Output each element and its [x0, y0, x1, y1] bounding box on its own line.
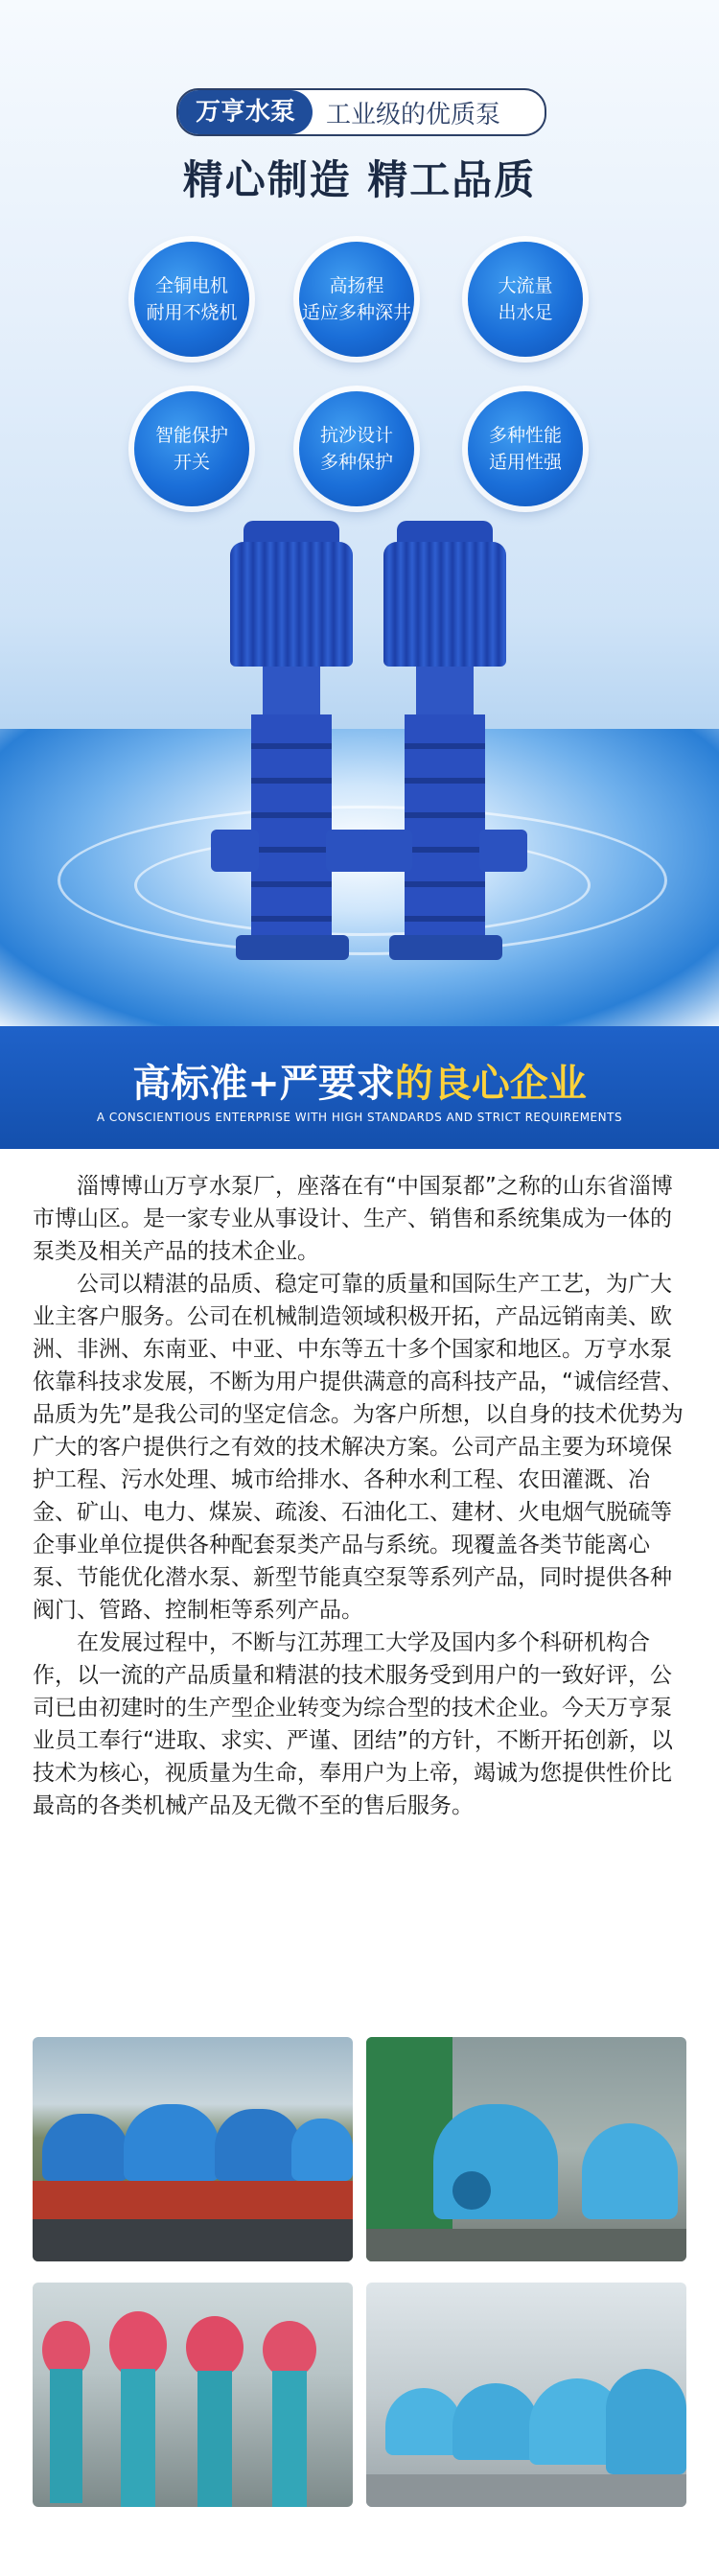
- feature-line: 多种性能: [488, 425, 562, 446]
- feature-line: 出水足: [498, 302, 553, 323]
- feature-line: 全铜电机: [154, 275, 228, 296]
- hero-section: [0, 0, 719, 1026]
- feature-badge: [299, 391, 414, 506]
- vertical-pump-image: [230, 542, 355, 964]
- brand-slogan: 工业级的优质泵: [326, 100, 501, 129]
- intro-paragraph: 在发展过程中，不断与江苏理工大学及国内多个科研机构合作，以一流的产品质量和精湛的技术服务受到用户的一致好评，公司已由初建时的生产型企业转变为综合型的技术企业。今天万亨泵业员工奉行“进取、求实、严谨、团结”的方针，不断开拓创新，以技术为核心，视质量为生命，奉用户为上帝，竭诚为您提供性价比最高的各类机械产品及无微不至的售后服务。: [33, 1630, 673, 1818]
- factory-photo-workshop: [366, 2037, 686, 2261]
- factory-photo-truck: [33, 2037, 353, 2261]
- brand-pill: [176, 88, 546, 136]
- brand-tag: 万亨水泵: [178, 90, 313, 134]
- feature-line: 大流量: [498, 275, 553, 296]
- feature-badge: [134, 391, 249, 506]
- feature-line: 适用性强: [488, 452, 562, 473]
- feature-line: 抗沙设计: [319, 425, 393, 446]
- banner-subtitle: A CONSCIENTIOUS ENTERPRISE WITH HIGH STANDARDS AND STRICT REQUIREMENTS: [96, 1111, 623, 1124]
- banner-title-white: 高标准+严要求: [132, 1062, 395, 1106]
- feature-line: 智能保护: [154, 425, 228, 446]
- factory-photo-axial-pumps: [33, 2283, 353, 2507]
- hero-headline: 精心制造 精工品质: [182, 156, 537, 203]
- banner-title-gold: 的良心企业: [394, 1062, 587, 1106]
- feature-line: 适应多种深井: [301, 302, 411, 323]
- vertical-pump-image: [383, 542, 508, 964]
- feature-line: 开关: [173, 452, 210, 473]
- intro-paragraph: 淄博博山万亨水泵厂，座落在有“中国泵都”之称的山东省淄博市博山区。是一家专业从事设计、生产、销售和系统集成为一体的泵类及相关产品的技术企业。: [33, 1174, 673, 1264]
- slogan-banner: [0, 1026, 719, 1149]
- feature-line: 耐用不烧机: [146, 302, 238, 323]
- company-intro: [33, 1170, 688, 1822]
- banner-title: [0, 1053, 719, 1108]
- feature-badge: [468, 391, 583, 506]
- feature-badge: [468, 242, 583, 357]
- factory-photo-pump-row: [366, 2283, 686, 2507]
- feature-line: 多种保护: [319, 452, 393, 473]
- feature-badge: [134, 242, 249, 357]
- intro-paragraph: 公司以精湛的品质、稳定可靠的质量和国际生产工艺，为广大业主客户服务。公司在机械制造领域积极开拓，产品远销南美、欧洲、非洲、东南亚、中亚、中东等五十多个国家和地区。万亨水泵依靠科技求发展，不断为用户提供满意的高科技产品，“诚信经营、品质为先”是我公司的坚定信念。为客户所想，以自身的技术优势为广大的客户提供行之有效的技术解决方案。公司产品主要为环境保护工程、污水处理、城市给排水、各种水利工程、农田灌溉、冶金、矿山、电力、煤炭、疏浚、石油化工、建材、火电烟气脱硫等企事业单位提供各种配套泵类产品与系统。现覆盖各类节能离心泵、节能优化潜水泵、新型节能真空泵等系列产品，同时提供各种阀门、管路、控制柜等系列产品。: [33, 1272, 684, 1623]
- feature-badge: [299, 242, 414, 357]
- feature-line: 高扬程: [329, 275, 384, 296]
